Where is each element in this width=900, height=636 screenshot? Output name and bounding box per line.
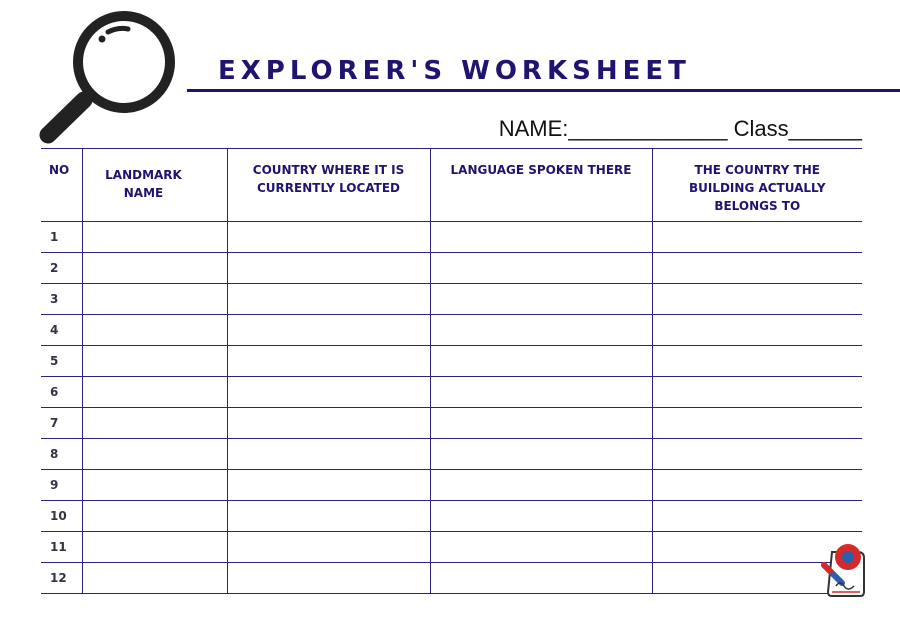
language-cell[interactable] bbox=[430, 222, 652, 253]
row-number: 6 bbox=[41, 377, 82, 408]
original-country-cell[interactable] bbox=[652, 439, 862, 470]
table-row bbox=[41, 377, 862, 408]
table-row bbox=[41, 315, 862, 346]
class-label: Class bbox=[733, 116, 789, 141]
row-number: 2 bbox=[41, 253, 82, 284]
table-row bbox=[41, 222, 862, 253]
class-field[interactable]: ______ bbox=[788, 116, 862, 141]
column-header-current-country: COUNTRY WHERE IT IS CURRENTLY LOCATED bbox=[227, 149, 430, 222]
row-number: 5 bbox=[41, 346, 82, 377]
table-row bbox=[41, 284, 862, 315]
landmark-name-cell[interactable] bbox=[82, 532, 227, 563]
table-row bbox=[41, 253, 862, 284]
table-row bbox=[41, 470, 862, 501]
name-class-line bbox=[499, 116, 862, 142]
column-header-language: LANGUAGE SPOKEN THERE bbox=[430, 149, 652, 222]
landmark-name-cell[interactable] bbox=[82, 408, 227, 439]
publisher-logo-icon bbox=[818, 540, 868, 598]
current-country-cell[interactable] bbox=[227, 253, 430, 284]
original-country-cell[interactable] bbox=[652, 470, 862, 501]
original-country-cell[interactable] bbox=[652, 377, 862, 408]
current-country-cell[interactable] bbox=[227, 439, 430, 470]
row-number: 11 bbox=[41, 532, 82, 563]
row-number: 10 bbox=[41, 501, 82, 532]
landmark-name-cell[interactable] bbox=[82, 222, 227, 253]
language-cell[interactable] bbox=[430, 284, 652, 315]
row-number: 4 bbox=[41, 315, 82, 346]
original-country-cell[interactable] bbox=[652, 315, 862, 346]
current-country-cell[interactable] bbox=[227, 408, 430, 439]
landmark-name-cell[interactable] bbox=[82, 470, 227, 501]
language-cell[interactable] bbox=[430, 532, 652, 563]
current-country-cell[interactable] bbox=[227, 346, 430, 377]
landmark-name-cell[interactable] bbox=[82, 284, 227, 315]
name-field[interactable]: _____________ bbox=[568, 116, 728, 141]
original-country-cell[interactable] bbox=[652, 501, 862, 532]
original-country-cell[interactable] bbox=[652, 253, 862, 284]
language-cell[interactable] bbox=[430, 563, 652, 594]
language-cell[interactable] bbox=[430, 315, 652, 346]
landmark-name-cell[interactable] bbox=[82, 253, 227, 284]
current-country-cell[interactable] bbox=[227, 532, 430, 563]
landmark-name-cell[interactable] bbox=[82, 501, 227, 532]
language-cell[interactable] bbox=[430, 253, 652, 284]
current-country-cell[interactable] bbox=[227, 563, 430, 594]
language-cell[interactable] bbox=[430, 470, 652, 501]
table-row bbox=[41, 408, 862, 439]
current-country-cell[interactable] bbox=[227, 470, 430, 501]
current-country-cell[interactable] bbox=[227, 315, 430, 346]
row-number: 3 bbox=[41, 284, 82, 315]
current-country-cell[interactable] bbox=[227, 284, 430, 315]
row-number: 8 bbox=[41, 439, 82, 470]
table-row bbox=[41, 532, 862, 563]
table-row bbox=[41, 563, 862, 594]
row-number: 9 bbox=[41, 470, 82, 501]
original-country-cell[interactable] bbox=[652, 284, 862, 315]
language-cell[interactable] bbox=[430, 439, 652, 470]
table-row bbox=[41, 346, 862, 377]
original-country-cell[interactable] bbox=[652, 408, 862, 439]
landmark-name-cell[interactable] bbox=[82, 315, 227, 346]
landmark-name-cell[interactable] bbox=[82, 439, 227, 470]
name-label: NAME: bbox=[498, 116, 569, 141]
row-number: 7 bbox=[41, 408, 82, 439]
original-country-cell[interactable] bbox=[652, 222, 862, 253]
language-cell[interactable] bbox=[430, 377, 652, 408]
current-country-cell[interactable] bbox=[227, 222, 430, 253]
worksheet-title: EXPLORER'S WORKSHEET bbox=[218, 56, 691, 86]
original-country-cell[interactable] bbox=[652, 346, 862, 377]
current-country-cell[interactable] bbox=[227, 501, 430, 532]
table-row bbox=[41, 501, 862, 532]
landmark-name-cell[interactable] bbox=[82, 346, 227, 377]
column-header-original-country: THE COUNTRY THE BUILDING ACTUALLY BELONGS TO bbox=[652, 149, 862, 222]
row-number: 1 bbox=[41, 222, 82, 253]
column-header-no: NO bbox=[41, 149, 82, 222]
table-header-row bbox=[41, 149, 862, 222]
worksheet-table bbox=[41, 148, 862, 594]
title-underline bbox=[187, 89, 900, 92]
language-cell[interactable] bbox=[430, 408, 652, 439]
magnifying-glass-icon bbox=[38, 8, 186, 150]
language-cell[interactable] bbox=[430, 346, 652, 377]
table-row bbox=[41, 439, 862, 470]
landmark-name-cell[interactable] bbox=[82, 563, 227, 594]
landmark-name-cell[interactable] bbox=[82, 377, 227, 408]
column-header-landmark-name: LANDMARK NAME bbox=[82, 149, 227, 222]
language-cell[interactable] bbox=[430, 501, 652, 532]
current-country-cell[interactable] bbox=[227, 377, 430, 408]
row-number: 12 bbox=[41, 563, 82, 594]
